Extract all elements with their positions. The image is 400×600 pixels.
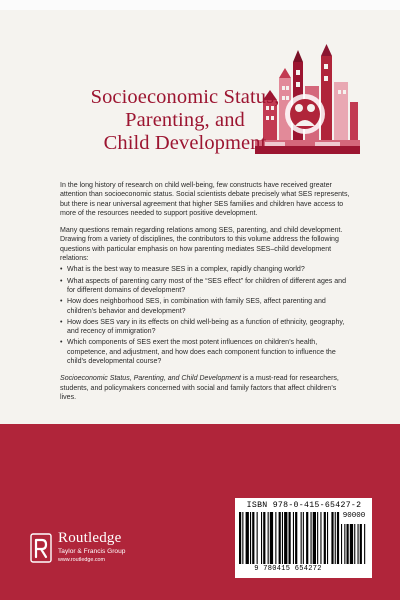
title-line-1: Socioeconomic Status, xyxy=(90,86,280,108)
bullet-icon: • xyxy=(60,298,63,306)
barcode-label xyxy=(235,498,372,578)
routledge-r-logo-icon xyxy=(30,533,52,563)
question-text: Which components of SES exert the most potent influences on children’s health, competence, and adjustment, and how does each component function to influence the child’s developmental course? xyxy=(67,339,336,366)
question-list xyxy=(60,265,354,366)
publisher-block xyxy=(30,530,190,576)
question-text: What is the best way to measure SES in a complex, rapidly changing world? xyxy=(67,266,305,274)
questions-intro: Many questions remain regarding relations among SES, parenting, and child development. Drawing from a variety of disciplines, the contributors to this volume address the following questions with particular emphasis on how parenting mediates SES–child development relations: xyxy=(60,227,343,263)
closing-text: is a must-read for researchers, students, and policymakers concerned with social and family factors that affect children’s lives. xyxy=(60,375,339,401)
bullet-icon: • xyxy=(60,277,63,285)
question-text: How does SES vary in its effects on child well-being as a function of ethnicity, geography, and recency of immigration? xyxy=(67,318,345,336)
book-title xyxy=(60,86,310,155)
title-line-3: Child Development xyxy=(103,132,267,154)
intro-paragraph: In the long history of research on child well-being, few constructs have received greater attention than socioeconomic status. Social scientists debate precisely what SES represents, but there is near universal agreement that higher SES families and children have access to more of the resources needed to support positive development. xyxy=(60,182,350,217)
bullet-icon: • xyxy=(60,318,63,326)
question-item xyxy=(60,338,354,366)
title-line-2: Parenting, and xyxy=(125,109,245,131)
top-band xyxy=(0,0,400,10)
blurb xyxy=(60,181,354,410)
question-text: How does neighborhood SES, in combination with family SES, affect parenting and children’s behavior and development? xyxy=(67,298,326,315)
publisher-url: www.routledge.com xyxy=(58,557,106,563)
question-item xyxy=(60,318,354,337)
question-item xyxy=(60,277,354,296)
closing-paragraph xyxy=(60,374,354,402)
price-code: 90000 xyxy=(342,512,366,520)
isbn-text: ISBN 978-0-415-65427-2 xyxy=(246,501,362,510)
closing-book-title: Socioeconomic Status, Parenting, and Child Development xyxy=(60,375,241,383)
bullet-icon: • xyxy=(60,266,63,274)
question-text: What aspects of parenting carry most of the “SES effect” for children of different ages and for different domains of development? xyxy=(67,277,347,294)
publisher-name: Routledge xyxy=(58,530,122,546)
barcode-digits: 9 780415 654272 xyxy=(254,565,322,573)
question-item xyxy=(60,297,354,316)
barcode-bars xyxy=(239,512,369,566)
question-item xyxy=(60,265,354,274)
bullet-icon: • xyxy=(60,339,63,347)
publisher-group: Taylor & Francis Group xyxy=(58,548,126,555)
